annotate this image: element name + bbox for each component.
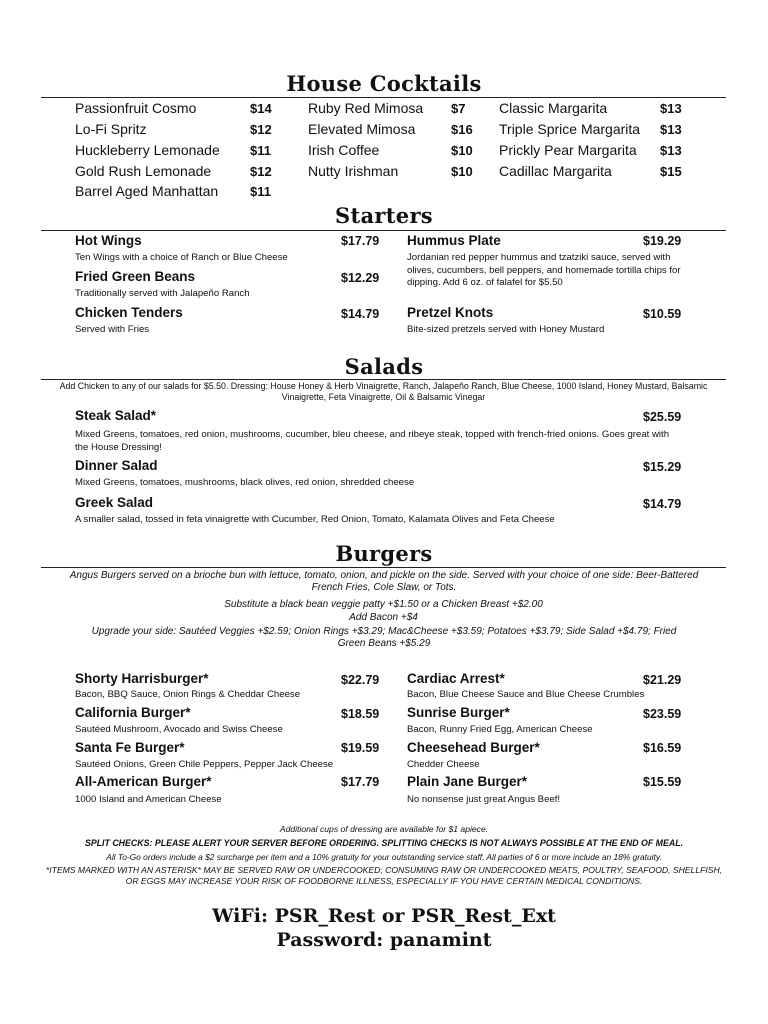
burgers-heading: Burgers [335,541,433,566]
starter-name: Hummus Plate [407,233,501,248]
cocktail-price: $10 [451,164,473,179]
burger-price: $16.59 [643,741,682,755]
salad-price: $14.79 [643,497,682,511]
cocktail-price: $10 [451,143,473,158]
cocktail-price: $11 [250,184,271,199]
burger-name: All-American Burger* [75,774,212,789]
salads-rule [41,379,726,380]
burger-name: Plain Jane Burger* [407,774,528,789]
wifi-password: Password: panamint [276,929,492,951]
cocktail-price: $15 [660,164,682,179]
burger-name: Shorty Harrisburger* [75,671,209,686]
cocktail-name: Lo-Fi Spritz [75,121,147,137]
cocktail-name: Elevated Mimosa [308,121,416,137]
cocktail-name: Huckleberry Lemonade [75,142,220,158]
burger-price: $19.59 [341,741,380,755]
burger-price: $18.59 [341,707,380,721]
starter-price: $14.79 [341,307,380,321]
burger-name: Santa Fe Burger* [75,740,185,755]
burger-desc: 1000 Island and American Cheese [75,794,222,805]
burger-price: $15.59 [643,775,682,789]
cocktail-price: $13 [660,122,682,137]
starter-name: Fried Green Beans [75,269,196,284]
split-checks-note: SPLIT CHECKS: PLEASE ALERT YOUR SERVER BEFORE ORDERING. SPLITTING CHECKS IS NOT ALWAYS POSSIBLE AT THE END OF MEAL. [84,838,684,848]
burgers-upgrade-note: Upgrade your side: Sautéed Veggies +$2.59; Onion Rings +$3.29; Mac&Cheese +$3.59; Potatoes +$3.79; Side Salad +$4.79; Fried Green Beans +$5.29 [91,626,677,649]
cocktail-price: $12 [250,122,272,137]
cocktail-name: Passionfruit Cosmo [75,100,197,116]
starter-desc: Traditionally served with Jalapeño Ranch [75,288,250,299]
burger-desc: Bacon, Blue Cheese Sauce and Blue Cheese Crumbles [407,689,645,700]
starter-desc: Served with Fries [75,324,150,335]
cocktail-name: Triple Sprice Margarita [499,121,641,137]
burgers-note: Angus Burgers served on a brioche bun with lettuce, tomato, onion, and pickle on the side. Served with your choice of one side: Beer-Battered French Fries, Cole Slaw, or Tots. [69,570,699,593]
salad-desc: A smaller salad, tossed in feta vinaigrette with Cucumber, Red Onion, Tomato, Kalamata Olives and Feta Cheese [75,514,555,525]
starters-heading: Starters [335,203,433,228]
starter-desc: Jordanian red pepper hummus and tzatziki sauce, served with olives, cucumbers, bell peppers, and homemade tortilla chips for dipping. Add 6 oz. of falafel for $5.50 [407,252,681,288]
cocktail-name: Nutty Irishman [308,163,399,179]
salad-price: $15.29 [643,460,682,474]
starter-name: Pretzel Knots [407,305,494,320]
salad-desc: Mixed Greens, tomatoes, red onion, mushrooms, cucumber, bleu cheese, and ribeye steak, topped with french-fried onions. Goes great with the House Dressing! [75,429,670,453]
burger-price: $21.29 [643,673,682,687]
burger-desc: Bacon, BBQ Sauce, Onion Rings & Cheddar Cheese [75,689,301,700]
cocktail-price: $7 [451,101,466,116]
burgers-substitute-note: Substitute a black bean veggie patty +$1.50 or a Chicken Breast +$2.00 [224,599,543,610]
cocktail-name: Irish Coffee [308,142,380,158]
starter-name: Hot Wings [75,233,142,248]
salad-name: Greek Salad [75,495,154,510]
cocktail-name: Prickly Pear Margarita [499,142,637,158]
dressing-note: Additional cups of dressing are available for $1 apiece. [279,824,489,834]
cocktail-price: $12 [250,164,272,179]
cocktails-rule [41,97,726,98]
salad-price: $25.59 [643,410,682,424]
cocktail-price: $14 [250,101,272,116]
starter-desc: Ten Wings with a choice of Ranch or Blue Cheese [75,252,288,263]
cocktail-name: Ruby Red Mimosa [308,100,424,116]
starter-name: Chicken Tenders [75,305,183,320]
cocktail-price: $13 [660,101,682,116]
starter-desc: Bite-sized pretzels served with Honey Mustard [407,324,605,335]
burger-desc: Sautéed Mushroom, Avocado and Swiss Cheese [75,724,283,735]
burger-desc: Chedder Cheese [407,759,480,770]
starter-price: $19.29 [643,234,682,248]
cocktails-heading: House Cocktails [286,71,482,96]
wifi-network: WiFi: PSR_Rest or PSR_Rest_Ext [212,905,556,927]
togo-note: All To-Go orders include a $2 surcharge per item and a 10% gratuity for your outstanding service staff. All parties of 6 or more include an 18% gratuity. [106,852,662,862]
starters-rule [41,230,726,231]
burger-price: $23.59 [643,707,682,721]
salads-note: Add Chicken to any of our salads for $5.50. Dressing: House Honey & Herb Vinaigrette, Ranch, Jalapeño Ranch, Blue Cheese, 1000 Island, Honey Mustard, Balsamic Vinaigrette, Feta Vinaigrette, Oil & Balsamic Vinegar [59,381,708,402]
burgers-bacon-note: Add Bacon +$4 [349,612,418,623]
salad-name: Steak Salad* [75,408,157,423]
raw-food-warning: *ITEMS MARKED WITH AN ASTERISK* MAY BE SERVED RAW OR UNDERCOOKED; CONSUMING RAW OR UNDERCOOKED MEATS, POULTRY, SEAFOOD, SHELLFISH, OR EGGS MAY INCREASE YOUR RISK OF FOODBORNE ILLNESS, ESPECIALLY IF YOU HAVE CERTAIN MEDICAL CONDITIONS. [45,865,723,886]
burger-name: Cheesehead Burger* [407,740,540,755]
cocktail-name: Gold Rush Lemonade [75,163,212,179]
starter-price: $12.29 [341,271,380,285]
burger-price: $17.79 [341,775,380,789]
cocktail-name: Classic Margarita [499,100,608,116]
burger-name: Sunrise Burger* [407,705,510,720]
starter-price: $10.59 [643,307,682,321]
burger-desc: Bacon, Runny Fried Egg, American Cheese [407,724,593,735]
burger-price: $22.79 [341,673,380,687]
cocktail-price: $16 [451,122,473,137]
cocktail-price: $13 [660,143,682,158]
cocktail-name: Barrel Aged Manhattan [75,183,219,199]
starter-price: $17.79 [341,234,380,248]
burger-name: Cardiac Arrest* [407,671,505,686]
salad-name: Dinner Salad [75,458,158,473]
burger-desc: No nonsense just great Angus Beef! [407,794,561,805]
cocktail-price: $11 [250,143,271,158]
salad-desc: Mixed Greens, tomatoes, mushrooms, black olives, red onion, shredded cheese [75,477,415,488]
cocktail-name: Cadillac Margarita [499,163,612,179]
burger-desc: Sautéed Onions, Green Chile Peppers, Pepper Jack Cheese [75,759,334,770]
burgers-rule [41,567,726,568]
salads-heading: Salads [344,354,424,379]
burger-name: California Burger* [75,705,191,720]
